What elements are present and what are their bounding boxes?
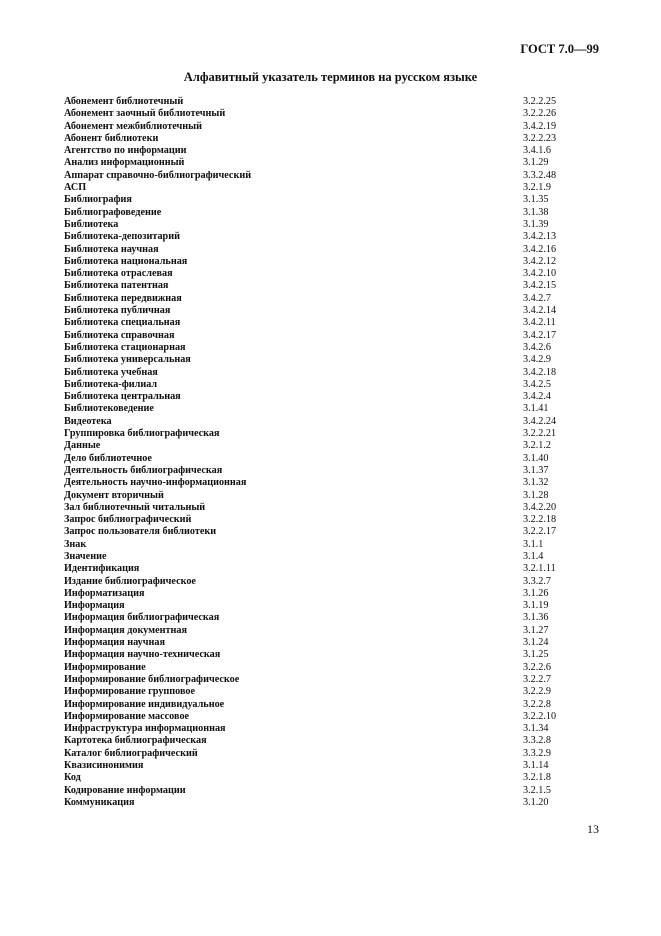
index-reference: 3.4.2.24	[523, 415, 557, 427]
index-entry	[64, 514, 604, 526]
index-entry	[64, 244, 604, 256]
index-term: Коммуникация	[64, 796, 135, 808]
index-entry	[64, 465, 604, 477]
index-term: Библиотековедение	[64, 403, 154, 415]
index-entry	[64, 625, 604, 637]
index-entry	[64, 600, 604, 612]
index-reference: 3.1.34	[523, 723, 549, 735]
index-entry	[64, 699, 604, 711]
index-reference: 3.1.36	[523, 612, 549, 624]
document-code: ГОСТ 7.0—99	[520, 42, 599, 56]
index-reference: 3.1.40	[523, 452, 549, 464]
index-reference: 3.4.2.10	[523, 268, 557, 280]
index-term: Документ вторичный	[64, 489, 164, 501]
index-entry	[64, 170, 604, 182]
index-reference: 3.4.2.6	[523, 341, 552, 353]
index-term: Информация документная	[64, 624, 187, 636]
index-entry	[64, 280, 604, 292]
index-reference: 3.1.19	[523, 600, 549, 612]
index-reference: 3.4.2.5	[523, 378, 552, 390]
index-term: Картотека библиографическая	[64, 735, 207, 747]
index-reference: 3.2.1.9	[523, 182, 552, 194]
index-term: Библиотека стационарная	[64, 341, 186, 353]
index-reference: 3.1.38	[523, 206, 549, 218]
index-term: Зал библиотечный читальный	[64, 501, 206, 513]
index-term: Информирование	[64, 661, 146, 673]
index-entry	[64, 748, 604, 760]
index-entry	[64, 317, 604, 329]
index-term: Анализ информационный	[64, 157, 185, 169]
index-reference: 3.2.2.8	[523, 698, 552, 710]
index-term: Запрос библиографический	[64, 514, 192, 526]
index-entry	[64, 157, 604, 169]
index-reference: 3.3.2.8	[523, 735, 552, 747]
index-reference: 3.2.2.26	[523, 108, 557, 120]
page-title: Алфавитный указатель терминов на русском языке	[183, 70, 478, 84]
index-entry	[64, 416, 604, 428]
index-entry	[64, 256, 604, 268]
index-reference: 3.4.2.17	[523, 329, 557, 341]
index-term: Библиотека отраслевая	[64, 268, 173, 280]
index-term: Библиотека передвижная	[64, 292, 182, 304]
index-reference: 3.2.1.2	[523, 440, 552, 452]
index-term: Аппарат справочно-библиографический	[64, 169, 252, 181]
index-term: Информация научно-техническая	[64, 649, 221, 661]
index-entry	[64, 379, 604, 391]
index-term: Деятельность библиографическая	[64, 464, 223, 476]
index-term: Код	[64, 772, 81, 784]
index-entry	[64, 194, 604, 206]
index-entry	[64, 305, 604, 317]
index-entry	[64, 637, 604, 649]
index-reference: 3.4.2.16	[523, 243, 557, 255]
index-term: Абонемент межбиблиотечный	[64, 120, 202, 132]
index-entry	[64, 145, 604, 157]
index-reference: 3.3.2.7	[523, 575, 552, 587]
index-entry	[64, 207, 604, 219]
index-reference: 3.1.27	[523, 624, 549, 636]
index-term: Библиография	[64, 194, 132, 206]
index-reference: 3.2.2.18	[523, 514, 557, 526]
index-term: Информация научная	[64, 637, 165, 649]
index-term: Инфраструктура информационная	[64, 723, 226, 735]
index-entry	[64, 182, 604, 194]
index-reference: 3.3.2.9	[523, 747, 552, 759]
index-term: Агентство по информации	[64, 145, 187, 157]
index-reference: 3.4.2.19	[523, 120, 557, 132]
index-term: Библиотека патентная	[64, 280, 169, 292]
index-entry	[64, 686, 604, 698]
index-entry	[64, 711, 604, 723]
index-entry	[64, 526, 604, 538]
index-term: Запрос пользователя библиотеки	[64, 526, 217, 538]
index-term: Деятельность научно-информационная	[64, 477, 247, 489]
index-reference: 3.2.2.21	[523, 428, 557, 440]
index-term: Библиотека центральная	[64, 391, 181, 403]
index-term: Информирование библиографическое	[64, 673, 240, 685]
index-reference: 3.1.29	[523, 157, 549, 169]
index-reference: 3.1.28	[523, 489, 549, 501]
index-term: Каталог библиографический	[64, 747, 198, 759]
page-number: 13	[587, 822, 599, 836]
index-entry	[64, 403, 604, 415]
index-entry	[64, 723, 604, 735]
index-entry	[64, 674, 604, 686]
index-reference: 3.1.32	[523, 477, 549, 489]
index-entry	[64, 490, 604, 502]
index-term: Библиотека-депозитарий	[64, 231, 180, 243]
index-reference: 3.4.2.15	[523, 280, 557, 292]
index-term: Значение	[64, 550, 107, 562]
index-term: Квазисинонимия	[64, 760, 144, 772]
index-reference: 3.3.2.48	[523, 169, 557, 181]
index-reference: 3.2.2.25	[523, 96, 557, 107]
index-reference: 3.4.2.18	[523, 366, 557, 378]
index-term: Информация библиографическая	[64, 612, 220, 624]
index-entry	[64, 428, 604, 440]
index-reference: 3.1.24	[523, 637, 549, 649]
index-entry	[64, 330, 604, 342]
index-entry	[64, 502, 604, 514]
index-term: Издание библиографическое	[64, 575, 196, 587]
index-reference: 3.1.41	[523, 403, 549, 415]
index-term: Библиотека публичная	[64, 305, 171, 317]
index-term: Информатизация	[64, 587, 145, 599]
index-term: Идентификация	[64, 563, 140, 575]
index-entry	[64, 440, 604, 452]
index-term: Видеотека	[64, 415, 112, 427]
index-reference: 3.4.2.13	[523, 231, 557, 243]
index-entry	[64, 354, 604, 366]
index-entry	[64, 785, 604, 797]
index-reference: 3.4.1.6	[523, 145, 552, 157]
index-term: Абонемент библиотечный	[64, 96, 184, 107]
index-entry	[64, 121, 604, 133]
index-term: Данные	[64, 440, 101, 452]
index-reference: 3.1.1	[523, 538, 544, 550]
index-entry	[64, 588, 604, 600]
index-entry	[64, 108, 604, 120]
index-entry	[64, 735, 604, 747]
index-reference: 3.4.2.14	[523, 305, 557, 317]
index-entry	[64, 612, 604, 624]
index-entry	[64, 662, 604, 674]
index-entry	[64, 539, 604, 551]
index-term: Библиотека универсальная	[64, 354, 191, 366]
index-term: Кодирование информации	[64, 784, 186, 796]
index-entry	[64, 797, 604, 809]
index-reference: 3.2.1.11	[523, 563, 556, 575]
index-reference: 3.1.20	[523, 796, 549, 808]
index-reference: 3.2.2.10	[523, 710, 557, 722]
index-term: Библиотека национальная	[64, 255, 188, 267]
index-entry	[64, 133, 604, 145]
index-term: Библиотека учебная	[64, 366, 158, 378]
index-term: Библиографоведение	[64, 206, 162, 218]
index-term: Абонент библиотеки	[64, 132, 159, 144]
index-reference: 3.2.1.8	[523, 772, 552, 784]
index-entry	[64, 391, 604, 403]
index-term: Дело библиотечное	[64, 452, 152, 464]
index-reference: 3.2.2.17	[523, 526, 557, 538]
index-term: Информирование групповое	[64, 686, 196, 698]
index-term: Библиотека-филиал	[64, 378, 158, 390]
index-entry	[64, 293, 604, 305]
index-term: Информация	[64, 600, 125, 612]
index-reference: 3.2.1.5	[523, 784, 552, 796]
index-entry	[64, 231, 604, 243]
term-index	[64, 96, 604, 809]
index-reference: 3.2.2.6	[523, 661, 552, 673]
index-entry	[64, 96, 604, 108]
index-term: АСП	[64, 182, 87, 194]
index-reference: 3.1.37	[523, 464, 549, 476]
index-entry	[64, 367, 604, 379]
index-reference: 3.1.26	[523, 587, 549, 599]
index-entry	[64, 563, 604, 575]
index-reference: 3.4.2.11	[523, 317, 556, 329]
index-entry	[64, 342, 604, 354]
index-entry	[64, 219, 604, 231]
index-reference: 3.4.2.20	[523, 501, 557, 513]
index-term: Библиотека специальная	[64, 317, 181, 329]
index-term: Библиотека справочная	[64, 329, 175, 341]
index-reference: 3.4.2.12	[523, 255, 557, 267]
index-entry	[64, 760, 604, 772]
index-entry	[64, 649, 604, 661]
index-entry	[64, 576, 604, 588]
index-reference: 3.1.39	[523, 218, 549, 230]
index-entry	[64, 268, 604, 280]
index-reference: 3.4.2.4	[523, 391, 552, 403]
index-reference: 3.2.2.7	[523, 673, 552, 685]
index-term: Библиотека научная	[64, 243, 159, 255]
index-reference: 3.1.14	[523, 760, 549, 772]
index-entry	[64, 772, 604, 784]
index-reference: 3.1.35	[523, 194, 549, 206]
index-term: Информирование массовое	[64, 710, 190, 722]
index-term: Знак	[64, 538, 87, 550]
index-term: Информирование индивидуальное	[64, 698, 225, 710]
index-entry	[64, 477, 604, 489]
index-reference: 3.4.2.9	[523, 354, 552, 366]
index-term: Группировка библиографическая	[64, 428, 220, 440]
index-term: Абонемент заочный библиотечный	[64, 108, 226, 120]
index-reference: 3.4.2.7	[523, 292, 552, 304]
index-term: Библиотека	[64, 218, 119, 230]
index-reference: 3.1.4	[523, 550, 544, 562]
index-entry	[64, 551, 604, 563]
index-reference: 3.2.2.9	[523, 686, 552, 698]
index-entry	[64, 453, 604, 465]
index-reference: 3.1.25	[523, 649, 549, 661]
index-reference: 3.2.2.23	[523, 132, 557, 144]
